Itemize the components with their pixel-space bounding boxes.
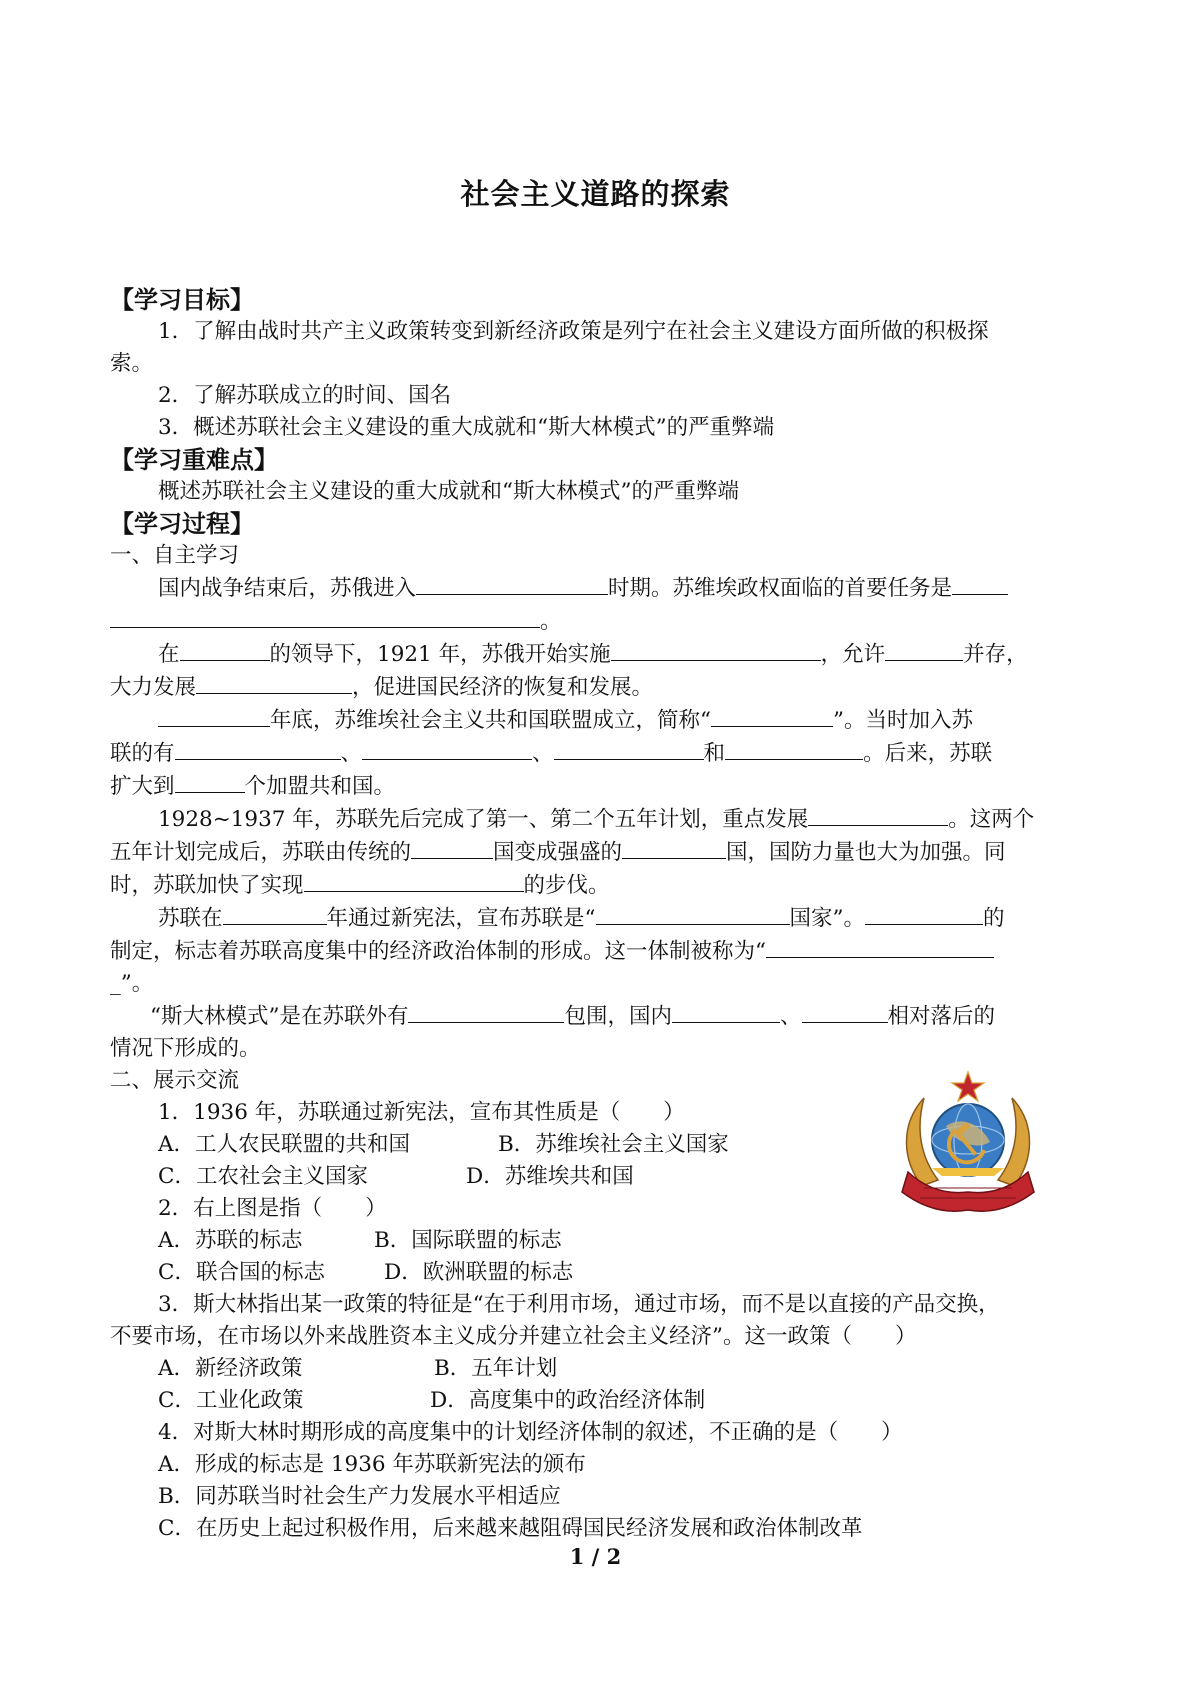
- fill-paragraph-1-cont: 。: [110, 605, 1090, 638]
- blank[interactable]: [622, 836, 726, 859]
- option-a[interactable]: A．形成的标志是 1936 年苏联新宪法的颁布: [158, 1452, 586, 1477]
- goal-item-1: 1．了解由战时共产主义政策转变到新经济政策是列宁在社会主义建设方面所做的积极探: [158, 319, 989, 344]
- blank[interactable]: [596, 902, 790, 925]
- fill-paragraph-3: 年底，苏维埃社会主义共和国联盟成立，简称“ ”。当时加入苏: [110, 704, 1090, 737]
- blank[interactable]: [725, 737, 863, 760]
- option-c[interactable]: C．工农社会主义国家: [158, 1164, 368, 1189]
- question-2-options-cd: [110, 1257, 1090, 1289]
- fill-paragraph-4: 1928~1937 年，苏联先后完成了第一、第二个五年计划，重点发展 。这两个: [110, 803, 1090, 836]
- option-a[interactable]: A．工人农民联盟的共和国: [158, 1132, 411, 1157]
- blank[interactable]: [196, 671, 352, 694]
- document-body: [110, 284, 1090, 1545]
- blank[interactable]: [554, 737, 704, 760]
- fill-paragraph-5-cont: 制定，标志着苏联高度集中的经济政治体制的形成。这一体制被称为“: [110, 935, 1090, 968]
- fill-paragraph-6-cont: 情况下形成的。: [110, 1036, 261, 1061]
- blank[interactable]: [865, 902, 983, 925]
- section-exchange: 二、展示交流: [110, 1068, 240, 1093]
- fill-paragraph-2-cont: 大力发展 ，促进国民经济的恢复和发展。: [110, 671, 1090, 704]
- blank[interactable]: [175, 737, 341, 760]
- blank[interactable]: [766, 935, 994, 958]
- blank[interactable]: [110, 605, 540, 628]
- goal-item-1-cont: 索。: [110, 351, 154, 376]
- fill-paragraph-1: 国内战争结束后，苏俄进入 时期。苏维埃政权面临的首要任务是: [110, 572, 1090, 605]
- fill-paragraph-4-cont: 五年计划完成后，苏联由传统的 国变成强盛的 国，国防力量也大为加强。同: [110, 836, 1090, 869]
- blank[interactable]: [158, 704, 270, 727]
- soviet-emblem-icon: [894, 1068, 1042, 1218]
- option-a[interactable]: A．苏联的标志: [158, 1228, 303, 1253]
- option-a[interactable]: A．新经济政策: [158, 1356, 303, 1381]
- page-number: 1 / 2: [569, 1544, 622, 1569]
- blank[interactable]: [180, 638, 270, 661]
- blank[interactable]: [175, 770, 245, 793]
- question-3-options-cd: [110, 1385, 1090, 1417]
- goal-item-3: 3．概述苏联社会主义建设的重大成就和“斯大林模式”的严重弊端: [158, 415, 775, 440]
- question-3: 3．斯大林指出某一政策的特征是“在于利用市场，通过市场，而不是以直接的产品交换，: [158, 1292, 1000, 1317]
- fill-paragraph-4-cont2: 时，苏联加快了实现 的步伐。: [110, 869, 1090, 902]
- fill-paragraph-3-cont: 联的有 、 、 和 。后来，苏联: [110, 737, 1090, 770]
- option-b[interactable]: B．五年计划: [434, 1356, 558, 1381]
- blank[interactable]: [808, 803, 948, 826]
- option-c[interactable]: C．联合国的标志: [158, 1260, 325, 1285]
- fill-paragraph-5-cont2: _”。: [110, 971, 154, 996]
- blank[interactable]: [611, 638, 821, 661]
- option-b[interactable]: B．同苏联当时社会生产力发展水平相适应: [158, 1484, 561, 1509]
- question-2-options-ab: [110, 1225, 1090, 1257]
- process-heading: 【学习过程】: [110, 510, 254, 538]
- blank[interactable]: [952, 572, 1008, 595]
- option-c[interactable]: C．在历史上起过积极作用，后来越来越阻碍国民经济发展和政治体制改革: [158, 1516, 863, 1541]
- blank[interactable]: [711, 704, 833, 727]
- question-2: 2．右上图是指（ ）: [158, 1196, 387, 1221]
- goal-item-2: 2．了解苏联成立的时间、国名: [158, 383, 452, 408]
- option-b[interactable]: B．苏维埃社会主义国家: [498, 1132, 729, 1157]
- option-d[interactable]: D．欧洲联盟的标志: [384, 1260, 574, 1285]
- option-c[interactable]: C．工业化政策: [158, 1388, 304, 1413]
- option-d[interactable]: D．高度集中的政治经济体制: [430, 1388, 706, 1413]
- blank[interactable]: [362, 737, 532, 760]
- keypoints-text: 概述苏联社会主义建设的重大成就和“斯大林模式”的严重弊端: [158, 479, 739, 504]
- fill-paragraph-6: “斯大林模式”是在苏联外有 包围，国内 、 相对落后的: [110, 1000, 1090, 1033]
- blank[interactable]: [223, 902, 327, 925]
- blank[interactable]: [408, 1000, 564, 1023]
- question-4: 4．对斯大林时期形成的高度集中的计划经济体制的叙述，不正确的是（ ）: [158, 1420, 903, 1445]
- question-3-options-ab: [110, 1353, 1090, 1385]
- fill-paragraph-2: 在 的领导下，1921 年，苏俄开始实施 ，允许 并存，: [110, 638, 1090, 671]
- option-b[interactable]: B．国际联盟的标志: [374, 1228, 562, 1253]
- question-1: 1．1936 年，苏联通过新宪法，宣布其性质是（ ）: [158, 1100, 685, 1125]
- keypoints-heading: 【学习重难点】: [110, 446, 278, 474]
- blank[interactable]: [416, 572, 608, 595]
- blank[interactable]: [885, 638, 963, 661]
- goals-heading: 【学习目标】: [110, 286, 254, 314]
- page-title: 社会主义道路的探索: [460, 177, 731, 211]
- fill-paragraph-5: 苏联在 年通过新宪法，宣布苏联是“ 国家”。 的: [110, 902, 1090, 935]
- blank[interactable]: [672, 1000, 780, 1023]
- blank[interactable]: [411, 836, 493, 859]
- blank[interactable]: [304, 869, 524, 892]
- fill-paragraph-3-cont2: 扩大到 个加盟共和国。: [110, 770, 1090, 803]
- option-d[interactable]: D．苏维埃共和国: [466, 1164, 634, 1189]
- section-self-study: 一、自主学习: [110, 543, 240, 568]
- question-3-cont: 不要市场，在市场以外来战胜资本主义成分并建立社会主义经济”。这一政策（ ）: [110, 1324, 917, 1349]
- blank[interactable]: [802, 1000, 888, 1023]
